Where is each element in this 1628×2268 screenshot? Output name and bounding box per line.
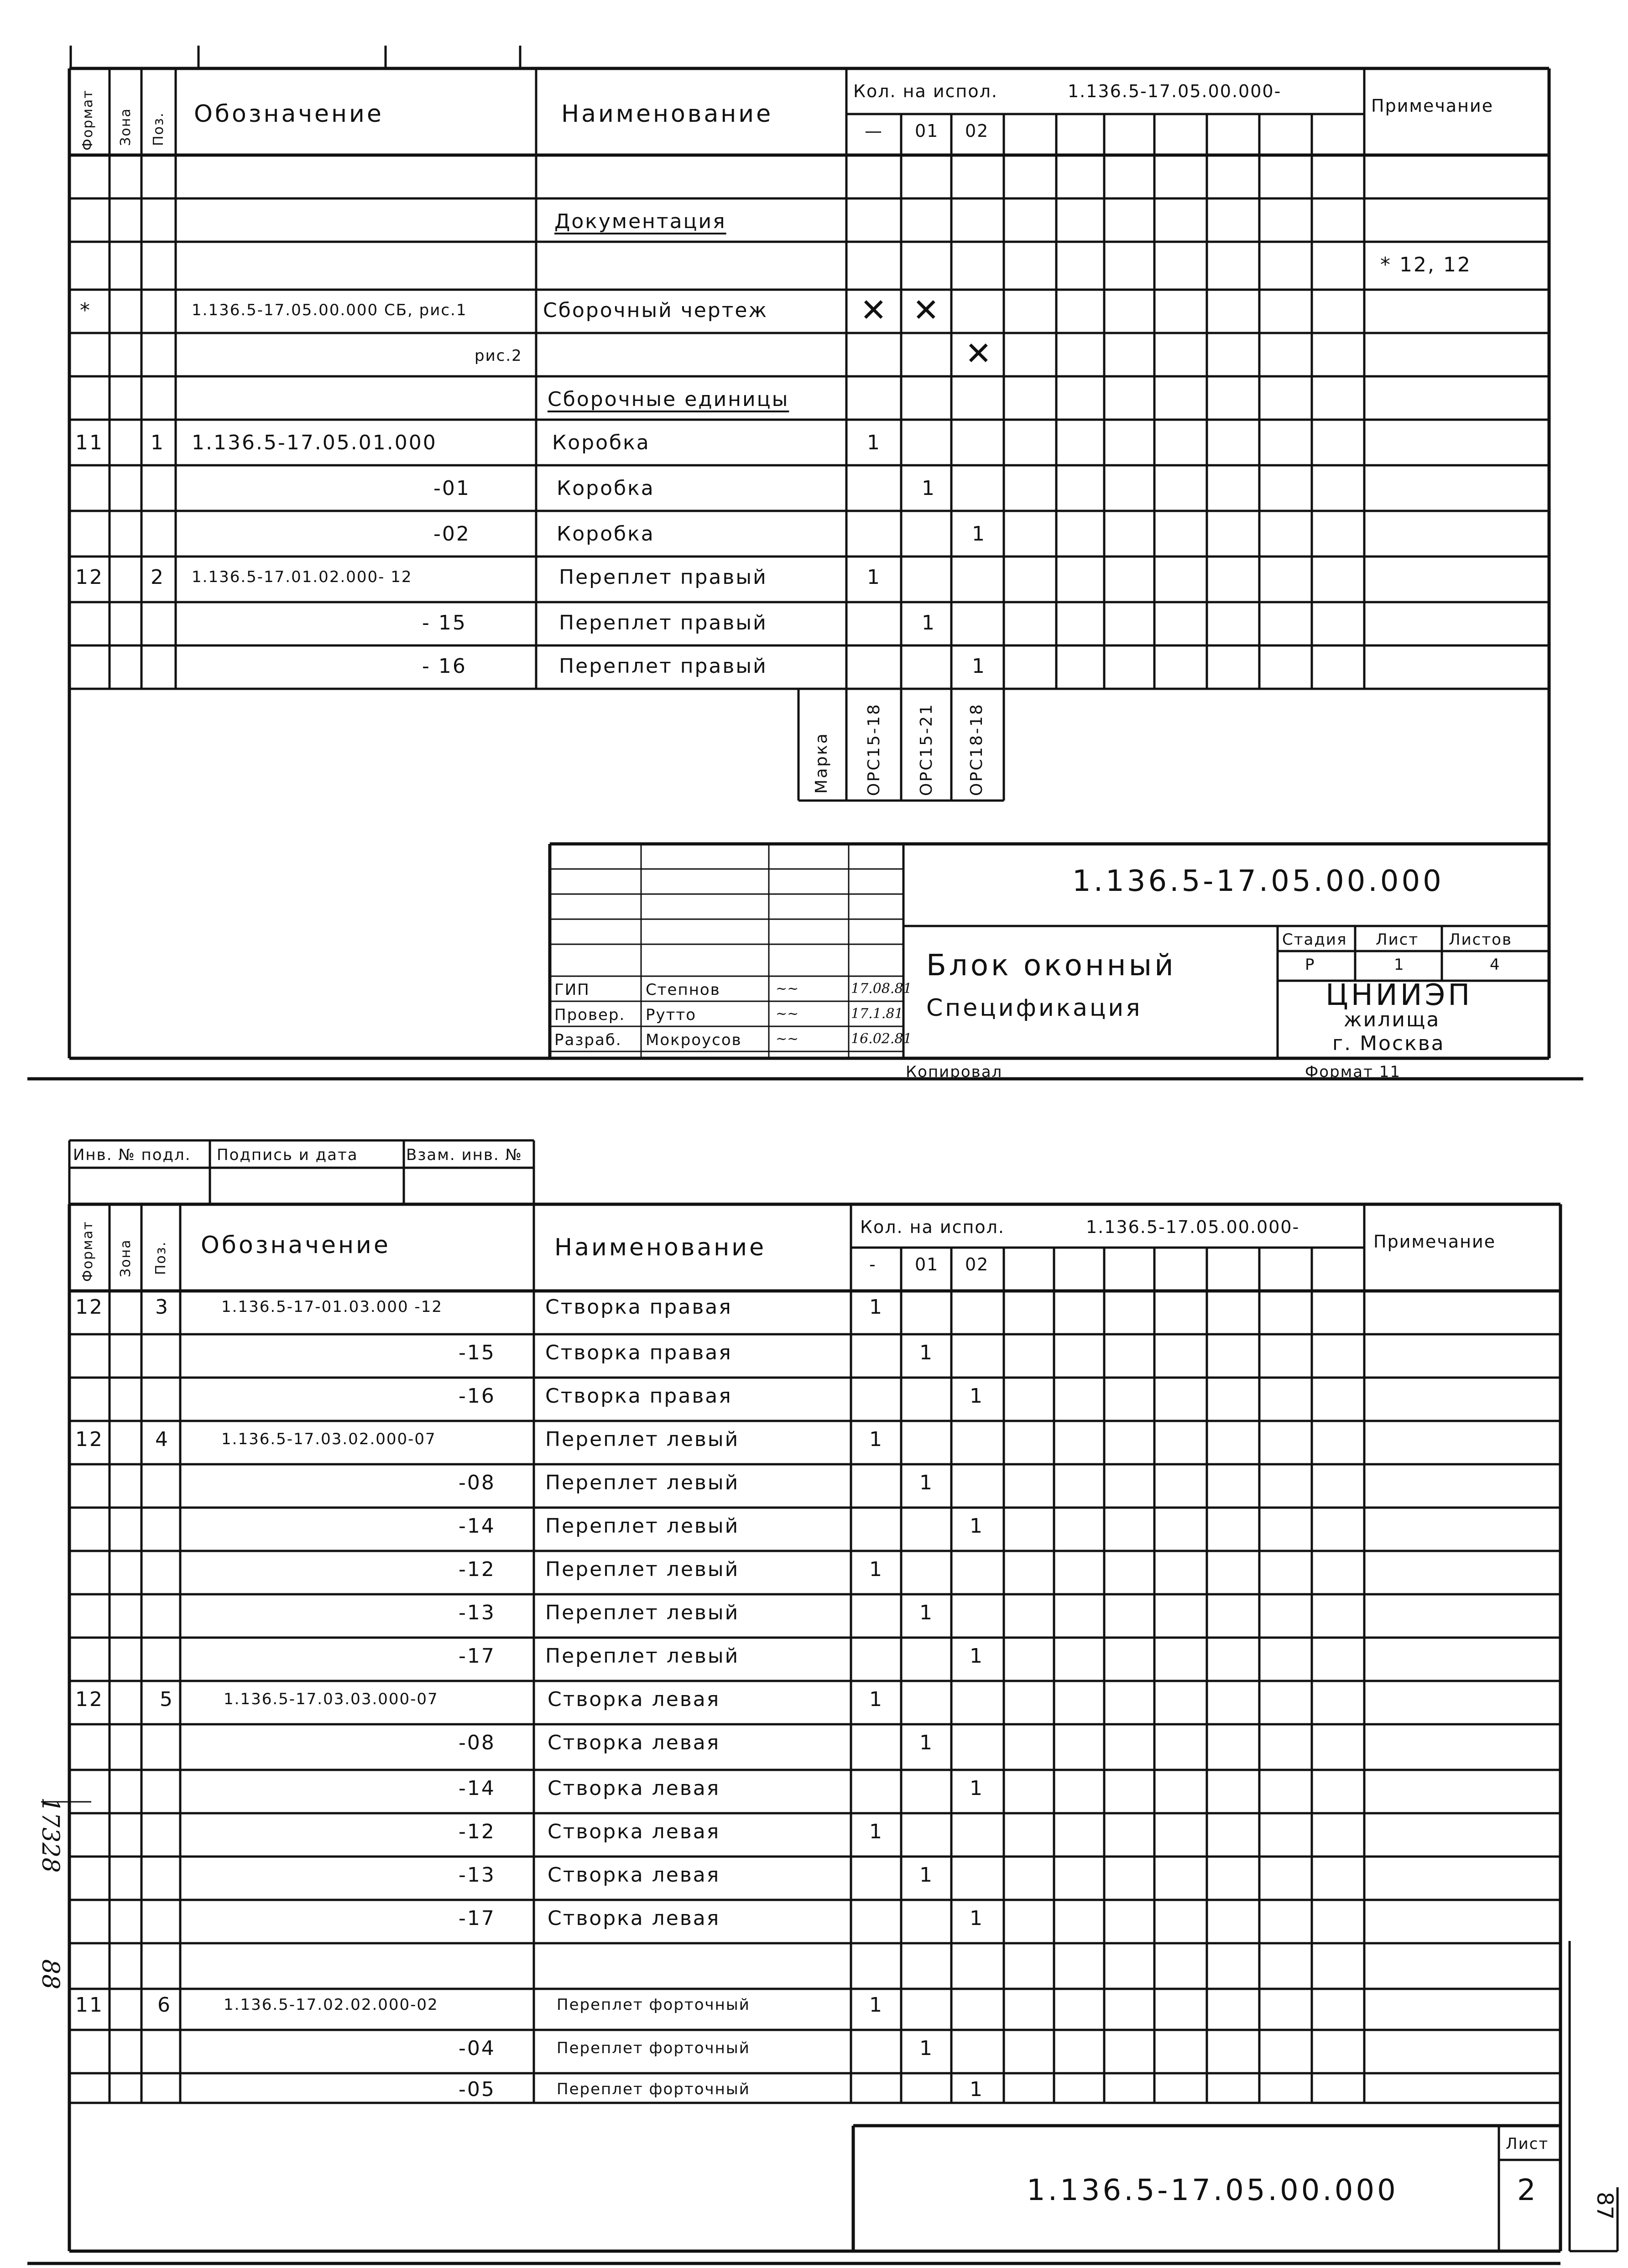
sheet-label: Лист	[1376, 931, 1419, 949]
b4-designation: -12	[459, 1558, 496, 1581]
r4-name: Переплет правый	[559, 566, 767, 589]
c1-format: 12	[75, 1688, 104, 1711]
a1-qty: 1	[869, 1295, 883, 1319]
b1-pos: 4	[155, 1428, 169, 1451]
r3-name: Коробка	[557, 522, 655, 546]
header-qty-label: Кол. на испол.	[860, 1217, 1005, 1237]
stamp-inv-label: Инв. № подл.	[73, 1146, 191, 1164]
b1-designation: 1.136.5-17.03.02.000-07	[221, 1430, 436, 1448]
name-gip: Степнов	[646, 981, 720, 999]
c2-designation: -08	[459, 1731, 496, 1754]
r2-qty: 1	[922, 477, 936, 500]
org-city: г. Москва	[1332, 1032, 1445, 1055]
note-value: * 12, 12	[1380, 253, 1471, 276]
c1-pos: 5	[160, 1688, 174, 1711]
b4-name: Переплет левый	[545, 1558, 740, 1581]
date-developed: 16.02.81	[851, 1031, 912, 1047]
header-zone: Зона	[118, 1239, 134, 1277]
header-zone: Зона	[118, 108, 134, 146]
header-pos: Поз.	[153, 1241, 169, 1275]
a2-designation: -15	[459, 1341, 496, 1364]
header-qty-label: Кол. на испол.	[853, 81, 998, 101]
r3-designation: -02	[433, 522, 470, 546]
c5-designation: -13	[459, 1863, 496, 1887]
footer-sheet-number: 2	[1517, 2174, 1539, 2207]
header-name: Наименование	[561, 100, 773, 128]
x-mark-01: ✕	[913, 291, 939, 329]
c5-name: Створка левая	[548, 1863, 720, 1887]
header-qty-code: 1.136.5-17.05.00.000-	[1086, 1217, 1300, 1237]
margin-number-bottom: 88	[37, 1959, 64, 1990]
margin-page-number: 87	[1592, 2192, 1618, 2220]
r6-qty: 1	[972, 655, 986, 678]
date-gip: 17.08.81	[851, 981, 912, 997]
section-assembly-units: Сборочные единицы	[548, 388, 789, 411]
mark-1: ОРС15-18	[865, 703, 883, 796]
b1-qty: 1	[869, 1428, 883, 1451]
row-asm-designation: 1.136.5-17.05.00.000 СБ, рис.1	[192, 301, 467, 319]
r1-designation: 1.136.5-17.05.01.000	[192, 431, 437, 454]
header-qty-col-01: 01	[915, 1254, 939, 1274]
a1-format: 12	[75, 1295, 104, 1319]
b5-qty: 1	[919, 1601, 934, 1624]
c3-name: Створка левая	[548, 1777, 720, 1800]
header-qty-col-base: —	[865, 121, 883, 141]
c4-qty: 1	[869, 1820, 883, 1843]
b4-qty: 1	[869, 1558, 883, 1581]
d2-name: Переплет форточный	[557, 2039, 750, 2057]
b2-designation: -08	[459, 1471, 496, 1494]
d1-pos: 6	[157, 1993, 172, 2017]
d2-qty: 1	[919, 2037, 934, 2060]
b3-name: Переплет левый	[545, 1514, 740, 1538]
mark-2: ОРС15-21	[917, 703, 936, 796]
row-asm-ris2: рис.2	[475, 347, 522, 365]
stage-label: Стадия	[1282, 931, 1347, 949]
b6-qty: 1	[970, 1644, 984, 1668]
header-qty-col-base: -	[869, 1254, 877, 1274]
mark-3: ОРС18-18	[967, 703, 986, 796]
r1-qty: 1	[867, 431, 881, 454]
b1-format: 12	[75, 1428, 104, 1451]
header-note: Примечание	[1373, 1232, 1496, 1252]
b3-designation: -14	[459, 1514, 496, 1538]
r2-name: Коробка	[557, 477, 655, 500]
r4-qty: 1	[867, 566, 881, 589]
r1-format: 11	[75, 431, 104, 454]
c3-qty: 1	[970, 1777, 984, 1800]
section-documentation: Документация	[554, 210, 726, 233]
copied-label: Копировал	[906, 1063, 1003, 1081]
title-line-1: Блок оконный	[926, 949, 1176, 983]
name-checked: Рутто	[646, 1006, 697, 1024]
stamp-sign-label: Подпись и дата	[217, 1146, 358, 1164]
name-developed: Мокроусов	[646, 1031, 742, 1049]
marks-label: Марка	[812, 732, 831, 794]
d3-qty: 1	[970, 2078, 984, 2101]
header-qty-col-01: 01	[915, 121, 939, 141]
format-label: Формат 11	[1305, 1063, 1401, 1081]
r5-name: Переплет правый	[559, 611, 767, 635]
r4-format: 12	[75, 566, 104, 589]
a3-designation: -16	[459, 1384, 496, 1408]
header-designation: Обозначение	[201, 1232, 391, 1259]
row-asm-format: *	[80, 299, 91, 322]
c6-name: Створка левая	[548, 1907, 720, 1930]
r4-designation: 1.136.5-17.01.02.000- 12	[192, 568, 412, 586]
sign-checked: ~~	[776, 1006, 799, 1022]
a1-pos: 3	[155, 1295, 169, 1319]
c4-designation: -12	[459, 1820, 496, 1843]
b3-qty: 1	[970, 1514, 984, 1538]
a1-name: Створка правая	[545, 1295, 732, 1319]
stage-value: Р	[1305, 956, 1315, 974]
margin-inventory-number: 17328	[37, 1797, 64, 1873]
sheets-value: 4	[1490, 956, 1501, 974]
r1-name: Коробка	[552, 431, 650, 454]
header-name: Наименование	[554, 1234, 767, 1261]
r5-designation: - 15	[422, 611, 467, 635]
header-note: Примечание	[1371, 96, 1494, 116]
d3-designation: -05	[459, 2078, 496, 2101]
d2-designation: -04	[459, 2037, 496, 2060]
c1-name: Створка левая	[548, 1688, 720, 1711]
c2-name: Створка левая	[548, 1731, 720, 1754]
r6-name: Переплет правый	[559, 655, 767, 678]
doc-code: 1.136.5-17.05.00.000	[1072, 864, 1444, 898]
sign-gip: ~~	[776, 981, 799, 997]
header-qty-code: 1.136.5-17.05.00.000-	[1068, 81, 1282, 101]
header-designation: Обозначение	[194, 100, 384, 128]
role-checked: Провер.	[554, 1006, 626, 1024]
stamp-zam-label: Взам. инв. №	[406, 1146, 522, 1164]
title-line-2: Спецификация	[926, 994, 1143, 1022]
c1-qty: 1	[869, 1688, 883, 1711]
footer-doc-code: 1.136.5-17.05.00.000	[1027, 2174, 1398, 2207]
c6-designation: -17	[459, 1907, 496, 1930]
b2-name: Переплет левый	[545, 1471, 740, 1494]
r4-pos: 2	[151, 566, 165, 589]
x-mark-02: ✕	[965, 335, 992, 372]
a1-designation: 1.136.5-17-01.03.000 -12	[221, 1298, 443, 1316]
header-qty-col-02: 02	[965, 121, 989, 141]
a3-name: Створка правая	[545, 1384, 732, 1408]
row-asm-name: Сборочный чертеж	[543, 299, 768, 322]
role-developed: Разраб.	[554, 1031, 622, 1049]
d1-format: 11	[75, 1993, 104, 2017]
b1-name: Переплет левый	[545, 1428, 740, 1451]
b5-name: Переплет левый	[545, 1601, 740, 1624]
b6-name: Переплет левый	[545, 1644, 740, 1668]
b5-designation: -13	[459, 1601, 496, 1624]
header-format: Формат	[80, 1221, 96, 1282]
a2-qty: 1	[919, 1341, 934, 1364]
date-checked: 17.1.81	[851, 1006, 903, 1022]
header-qty-col-02: 02	[965, 1254, 989, 1274]
sheet-value: 1	[1394, 956, 1405, 974]
r5-qty: 1	[922, 611, 936, 635]
b2-qty: 1	[919, 1471, 934, 1494]
c3-designation: -14	[459, 1777, 496, 1800]
header-pos: Поз.	[151, 112, 167, 146]
c1-designation: 1.136.5-17.03.03.000-07	[224, 1690, 438, 1708]
r1-pos: 1	[151, 431, 165, 454]
d3-name: Переплет форточный	[557, 2080, 750, 2098]
d1-qty: 1	[869, 1993, 883, 2017]
org-name: ЦНИИЭП	[1325, 978, 1473, 1012]
r3-qty: 1	[972, 522, 986, 546]
d1-designation: 1.136.5-17.02.02.000-02	[224, 1996, 438, 2014]
sheets-label: Листов	[1449, 931, 1513, 949]
role-gip: ГИП	[554, 981, 590, 999]
c5-qty: 1	[919, 1863, 934, 1887]
header-format: Формат	[80, 89, 96, 151]
sign-developed: ~~	[776, 1031, 799, 1047]
org-sub: жилища	[1344, 1008, 1440, 1031]
c2-qty: 1	[919, 1731, 934, 1754]
b6-designation: -17	[459, 1644, 496, 1668]
c6-qty: 1	[970, 1907, 984, 1930]
d1-name: Переплет форточный	[557, 1996, 750, 2014]
footer-sheet-label: Лист	[1506, 2135, 1549, 2153]
r2-designation: -01	[433, 477, 470, 500]
a3-qty: 1	[970, 1384, 984, 1408]
a2-name: Створка правая	[545, 1341, 732, 1364]
c4-name: Створка левая	[548, 1820, 720, 1843]
r6-designation: - 16	[422, 655, 467, 678]
x-mark-base: ✕	[860, 291, 887, 329]
